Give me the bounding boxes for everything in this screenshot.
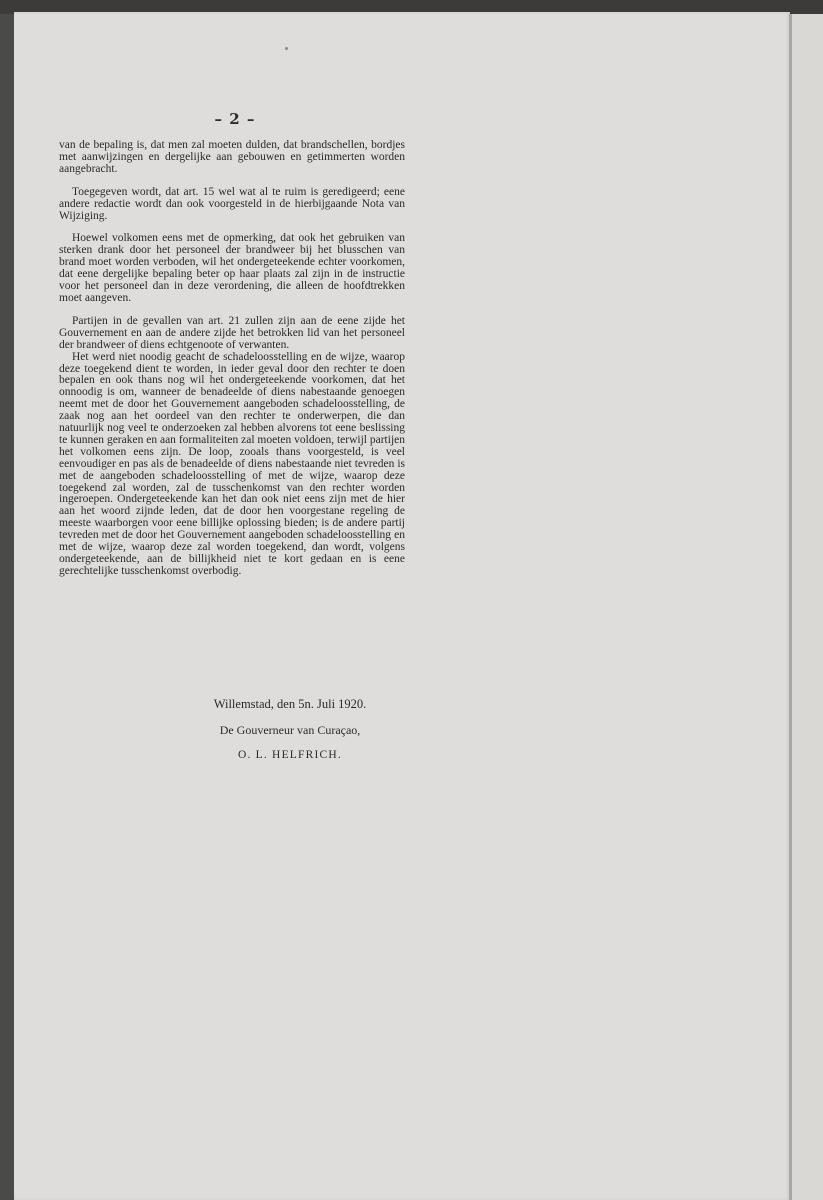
paragraph: Partijen in de gevallen van art. 21 zullen zijn aan de eene zijde het Gouvernement en aan de andere zijde het betrokken lid van het personeel der brandweer of diens echtgenoote of verwanten. bbox=[59, 314, 405, 351]
paragraph: van de bepaling is, dat men zal moeten dulden, dat brandschellen, bordjes met aanwijzingen en dergelijke aan gebouwen en getimmerten worden aangebracht. bbox=[59, 139, 405, 175]
paragraph: Het werd niet noodig geacht de schadeloosstelling en de wijze, waarop deze toegekend dient te worden, in ieder geval door den rechter te doen bepalen en ook thans nog wil het ondergeteekende voorkomen, dat het onnoodig is om, wanneer de benadeelde of diens nabestaande genoegen neemt met de door het Gouvernement aangeboden schadeloosstelling, de zaak nog aan het oordeel van den rechter te onderwerpen, die dan natuurlijk nog veel te onderzoeken zal hebben alvorens tot eene beslissing te kunnen geraken en aan formaliteiten zal moeten voldoen, terwijl partijen het volkomen eens zijn. De loop, zooals thans voorgesteld, is veel eenvoudiger en pas als de benadeelde of diens nabestaande niet tevreden is met de aangeboden schadeloosstelling of met de wijze, waarop deze toegekend zal worden, zal de tusschenkomst van den rechter worden ingeroepen. Ondergeteekende kan het dan ook niet eens zijn met de hier aan het woord zijnde leden, dat de door hen voorgestane regeling de meeste waarborgen voor eene billijke oplossing bieden; is de andere partij tevreden met de door het Gouvernement aangeboden schadeloosstelling en met de wijze, waarop deze zal worden toegekend, dan wordt, volgens ondergeteekende, aan de billijkheid niet te kort gedaan en is eene gerechtelijke tusschenkomst overbodig. bbox=[59, 350, 405, 577]
facing-page-edge bbox=[792, 14, 823, 1200]
body-text bbox=[59, 140, 405, 578]
signature-name: O. L. HELFRICH. bbox=[238, 749, 342, 761]
signature-role: De Gouverneur van Curaçao, bbox=[219, 723, 361, 737]
paragraph: Hoewel volkomen eens met de opmerking, dat ook het gebruiken van sterken drank door het personeel der brandweer bij het blusschen van brand moet worden verboden, wil het ondergeteekende echter voorkomen, dat eene dergelijke bepaling beter op haar plaats zal zijn in de instructie voor het personeel dan in deze verordening, die alleen de hoofdtrekken moet aangeven. bbox=[59, 232, 405, 304]
paper-speck bbox=[285, 47, 288, 50]
page-number: – 2 – bbox=[214, 110, 256, 128]
signature-place-date: Willemstad, den 5n. Juli 1920. bbox=[213, 697, 367, 711]
paragraph: Toegegeven wordt, dat art. 15 wel wat al te ruim is geredigeerd; eene andere redactie wordt dan ook voorgesteld in de hierbijgaande Nota van Wijziging. bbox=[59, 185, 405, 222]
